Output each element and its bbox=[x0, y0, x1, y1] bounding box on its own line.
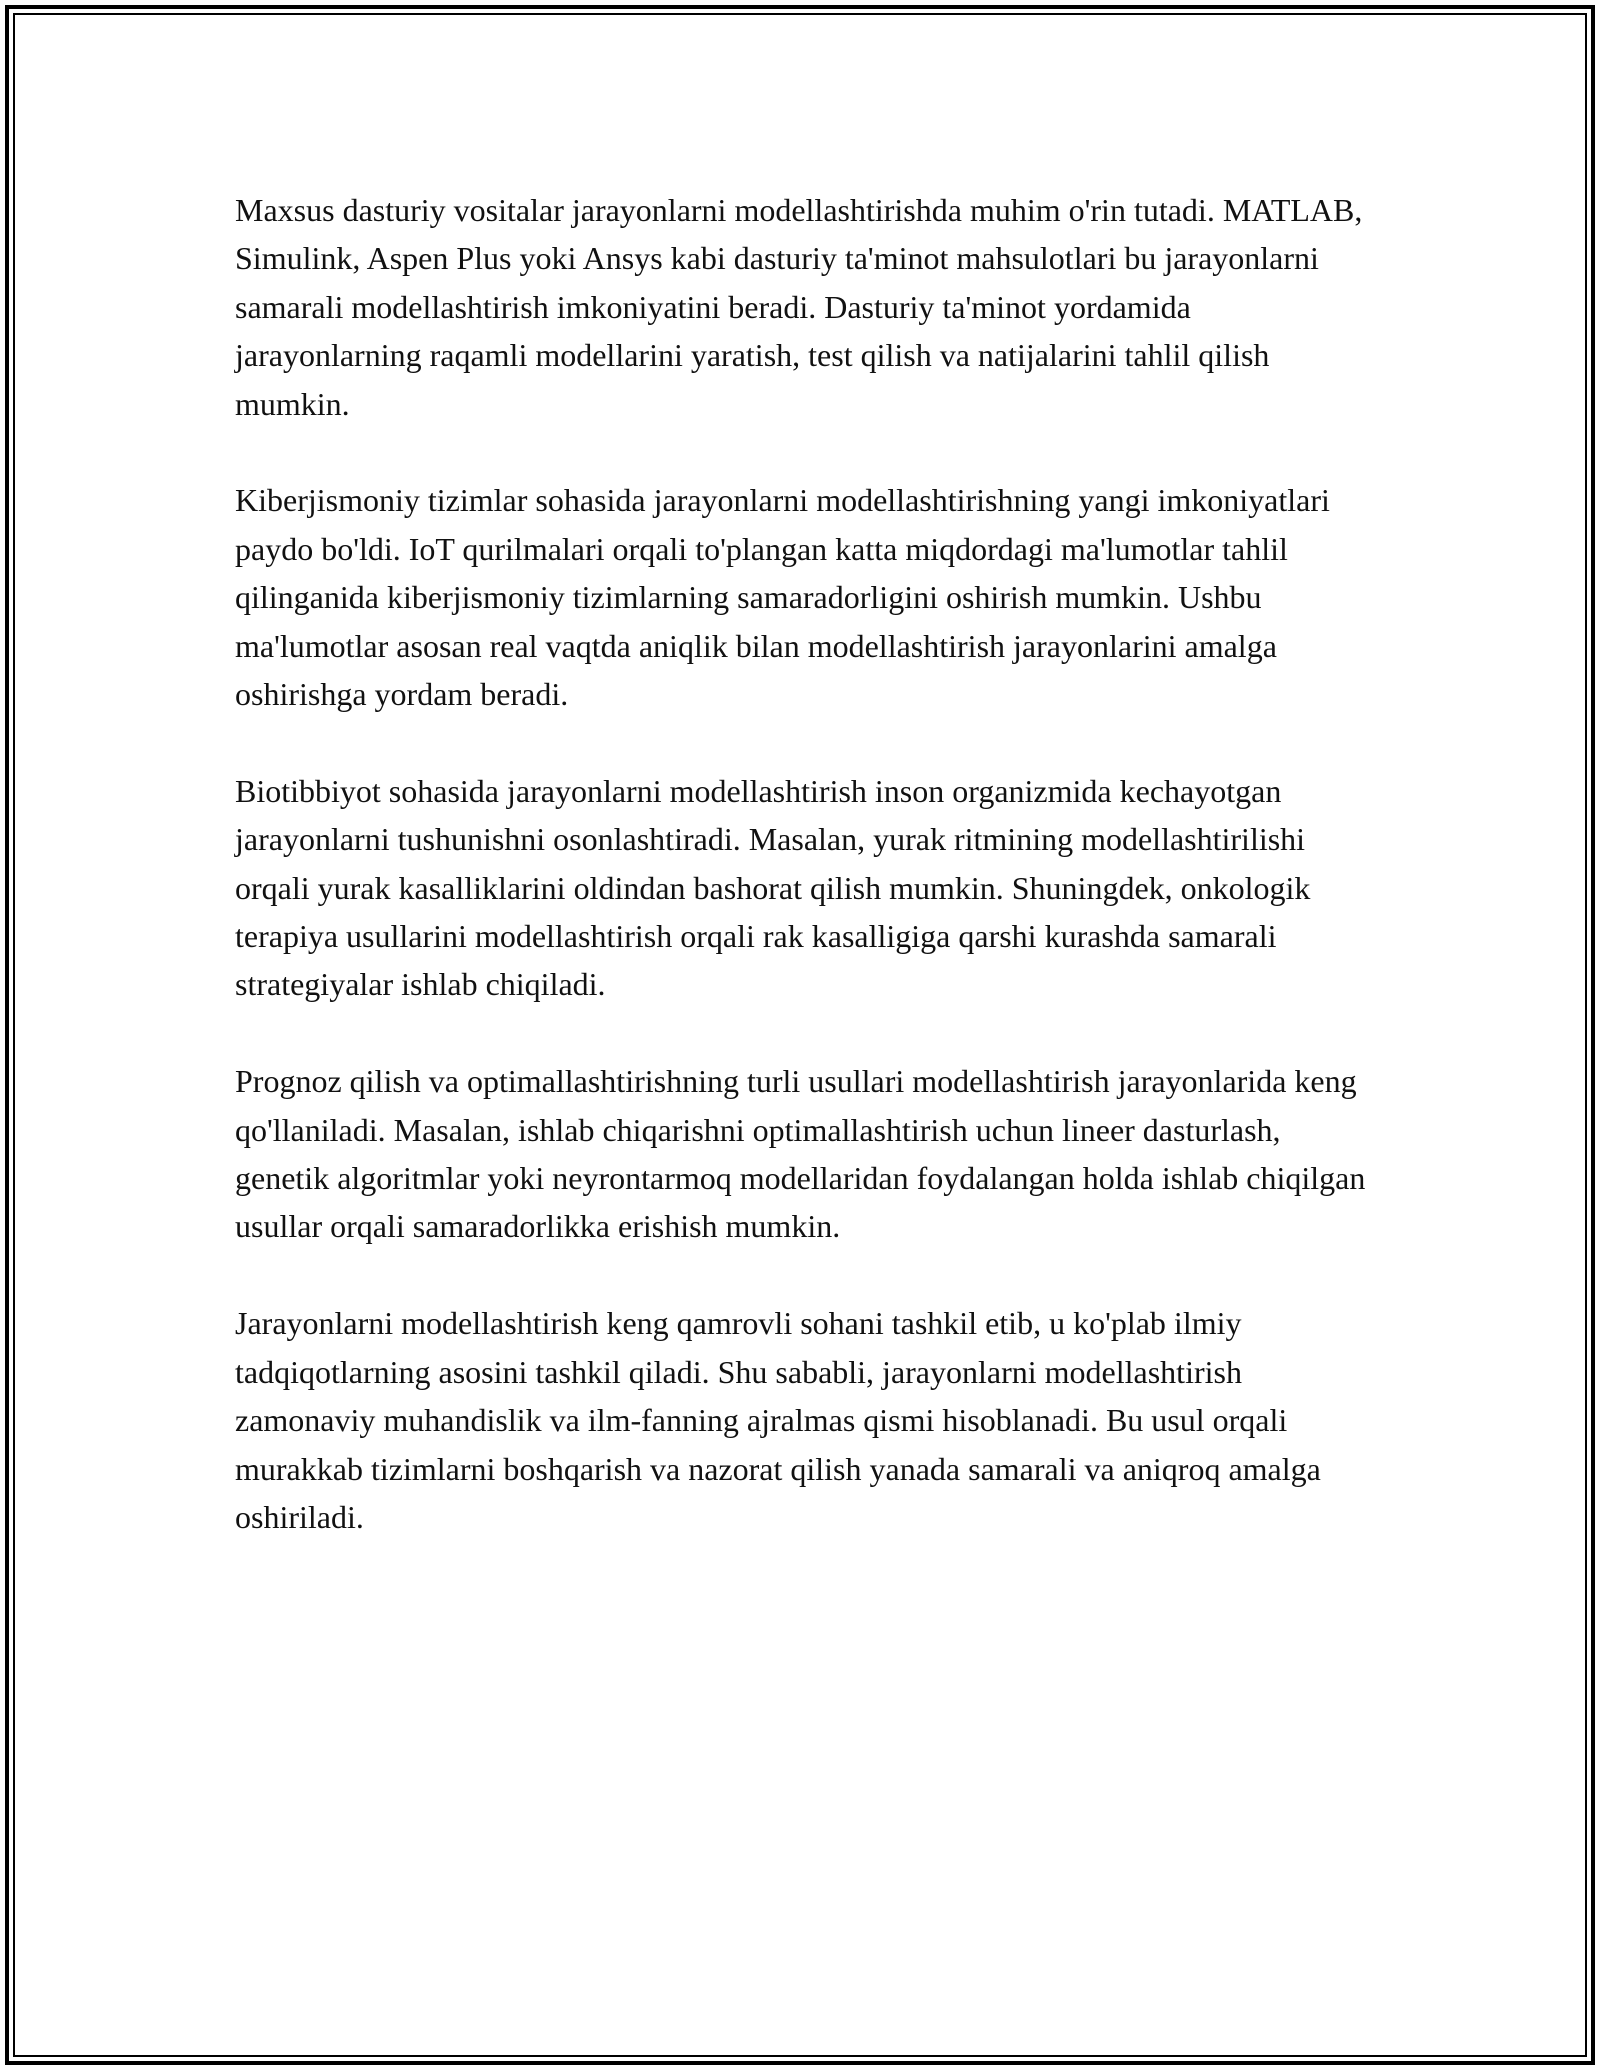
document-body bbox=[235, 186, 1375, 1541]
paragraph-forecasting-optimization: Prognoz qilish va optimallashtirishning turli usullari modellashtirish jarayonlarida keng qo'llaniladi. Masalan, ishlab chiqarishni optimallashtirish uchun lineer dasturlash, genetik algoritmlar yoki neyrontarmoq modellaridan foydalangan holda ishlab chiqilgan usullar orqali samaradorlikka erishish mumkin. bbox=[235, 1063, 1366, 1245]
paragraph-biomedicine: Biotibbiyot sohasida jarayonlarni modellashtirish inson organizmida kechayotgan jarayonlarni tushunishni osonlashtiradi. Masalan, yurak ritmining modellashtirilishi orqali yurak kasalliklarini oldindan bashorat qilish mumkin. Shuningdek, onkologik terapiya usullarini modellashtirish orqali rak kasalligiga qarshi kurashda samarali strategiyalar ishlab chiqiladi. bbox=[235, 772, 1311, 1003]
paragraph-software-tools: Maxsus dasturiy vositalar jarayonlarni modellashtirishda muhim o'rin tutadi. MATLAB, Simulink, Aspen Plus yoki Ansys kabi dasturiy ta'minot mahsulotlari bu jarayonlarni samarali modellashtirish imkoniyatini beradi. Dasturiy ta'minot yordamida jarayonlarning raqamli modellarini yaratish, test qilish va natijalarini tahlil qilish mumkin. bbox=[235, 192, 1363, 422]
paragraph-conclusion: Jarayonlarni modellashtirish keng qamrovli sohani tashkil etib, u ko'plab ilmiy tadqiqotlarning asosini tashkil qiladi. Shu sababli, jarayonlarni modellashtirish zamonaviy muhandislik va ilm-fanning ajralmas qismi hisoblanadi. Bu usul orqali murakkab tizimlarni boshqarish va nazorat qilish yanada samarali va aniqroq amalga oshiriladi. bbox=[235, 1305, 1321, 1535]
paragraph-cyber-physical-systems: Kiberjismoniy tizimlar sohasida jarayonlarni modellashtirishning yangi imkoniyatlari paydo bo'ldi. IoT qurilmalari orqali to'plangan katta miqdordagi ma'lumotlar tahlil qilinganida kiberjismoniy tizimlarning samaradorligini oshirish mumkin. Ushbu ma'lumotlar asosan real vaqtda aniqlik bilan modellashtirish jarayonlarini amalga oshirishga yordam beradi. bbox=[235, 482, 1330, 713]
